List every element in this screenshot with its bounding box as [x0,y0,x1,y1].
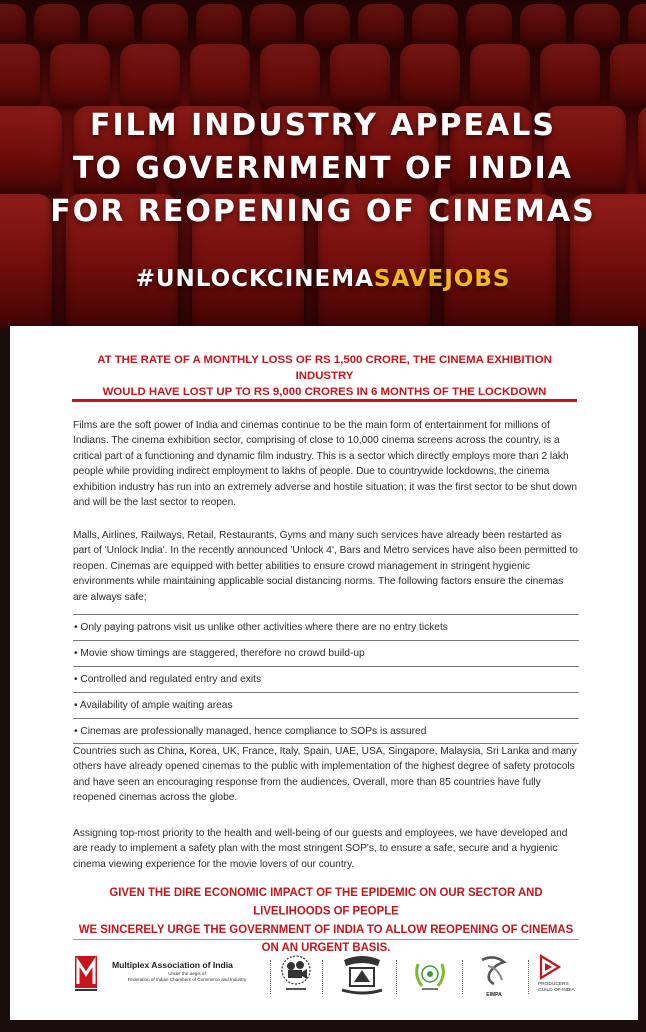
hero-banner [0,0,646,330]
logo-separator [528,960,529,994]
list-item: • Movie show timings are staggered, therefore no crowd build-up [73,640,579,666]
hashtag-unlockcinema: #UNLOCKCINEMA [135,266,374,292]
mai-logo-icon [74,954,98,1000]
body-paragraph: Countries such as China, Korea, UK, France, Italy, Spain, UAE, USA, Singapore, Malaysia, Sri Lanka and many others have already opened cinemas to the public with implementation of the highest degree of safety protocols and have seen an encouraging response from the audiences. Overall, more than 85 countries have fully reopened cinemas across the globe. [73,746,577,804]
body-paragraph: Films are the soft power of India and cinemas continue to be the main form of entertainment for millions of Indians. The cinema exhibition sector, comprising of close to 10,000 cinema screens across the country, is a critical part of a functioning and dynamic film industry. This is a sector which directly employs more than 2 lakh people while providing indirect employment to lakhs of people. Due to countrywide lockdowns, the cinema exhibition industry has run into an extremely adverse and hostile situation; it was the first sector to be shut down and will be the last sector to reopen. [73,420,577,509]
appeal-statement [73,884,579,957]
logo-separator [396,960,397,994]
laurel-emblem-icon [410,954,450,1000]
safety-factors-list [73,614,579,744]
signatory-logos [72,954,582,1002]
headline-line: FOR REOPENING OF CINEMAS [50,194,596,229]
lead-statement [72,352,577,400]
headline-line: FILM INDUSTRY APPEALS [90,108,556,143]
list-item: • Controlled and regulated entry and exits [73,666,579,692]
mai-sub: Federation of Indian Chambers of Commerce and Industry [127,977,247,982]
lead-line: WOULD HAVE LOST UP TO RS 9,000 CRORES IN 6 MONTHS OF THE LOCKDOWN [102,386,547,398]
list-item: • Cinemas are professionally managed, hence compliance to SOPs is assured [73,718,579,744]
appeal-line: GIVEN THE DIRE ECONOMIC IMPACT OF THE EPIDEMIC ON OUR SECTOR AND LIVELIHOODS OF PEOPLE [109,886,543,918]
eimpa-label: EIMPA [486,992,502,998]
eimpa-mark-icon [476,954,512,990]
footer-divider [73,939,579,940]
list-item: • Availability of ample waiting areas [73,692,579,718]
logo-separator [322,960,323,994]
appeal-line: WE SINCERELY URGE THE GOVERNMENT OF INDIA TO ALLOW REOPENING OF CINEMAS ON AN URGENT BASIS. [78,923,574,955]
page-headline [0,104,646,233]
body-paragraph: Assigning top-most priority to the health and well-being of our guests and employees, we have developed and are ready to implement a safety plan with the most stringent SOP's, to ensure a safe, secure and a hygienic cinema viewing experience for the movie lovers of our country. [73,828,568,870]
association-crest-icon [338,954,386,1000]
mai-sub: Under the aegis of [168,971,206,976]
lead-line: AT THE RATE OF A MONTHLY LOSS OF RS 1,500 CRORE, THE CINEMA EXHIBITION INDUSTRY [97,354,552,382]
lead-divider [72,399,577,402]
film-camera-seal-icon [278,954,314,1000]
producers-guild-logo [538,954,580,1000]
headline-line: TO GOVERNMENT OF INDIA [72,151,573,186]
producers-guild-label: PRODUCERS GUILD OF INDIA [538,982,575,993]
appeal-card [10,326,638,1020]
body-paragraph: Malls, Airlines, Railways, Retail, Restaurants, Gyms and many such services have already been restarted as part of 'Unlock India'. In the recently announced 'Unlock 4', Bars and Metro services have also been permitted to reopen. Cinemas are equipped with better abilities to ensure crowd management in stringent hygienic environments while maintaining applicable social distancing norms. The following factors ensure the cinemas are always safe; [73,530,578,603]
mai-name: Multiplex Association of India [112,960,233,970]
mai-name-block [112,960,262,994]
list-item: • Only paying patrons visit us unlike other activities where there are no entry tickets [73,614,579,640]
play-triangle-icon [538,954,562,980]
eimpa-logo [476,954,512,1000]
logo-separator [462,960,463,994]
logo-separator [270,960,271,994]
campaign-hashtag [0,266,646,292]
hashtag-savejobs: SAVEJOBS [373,266,511,292]
